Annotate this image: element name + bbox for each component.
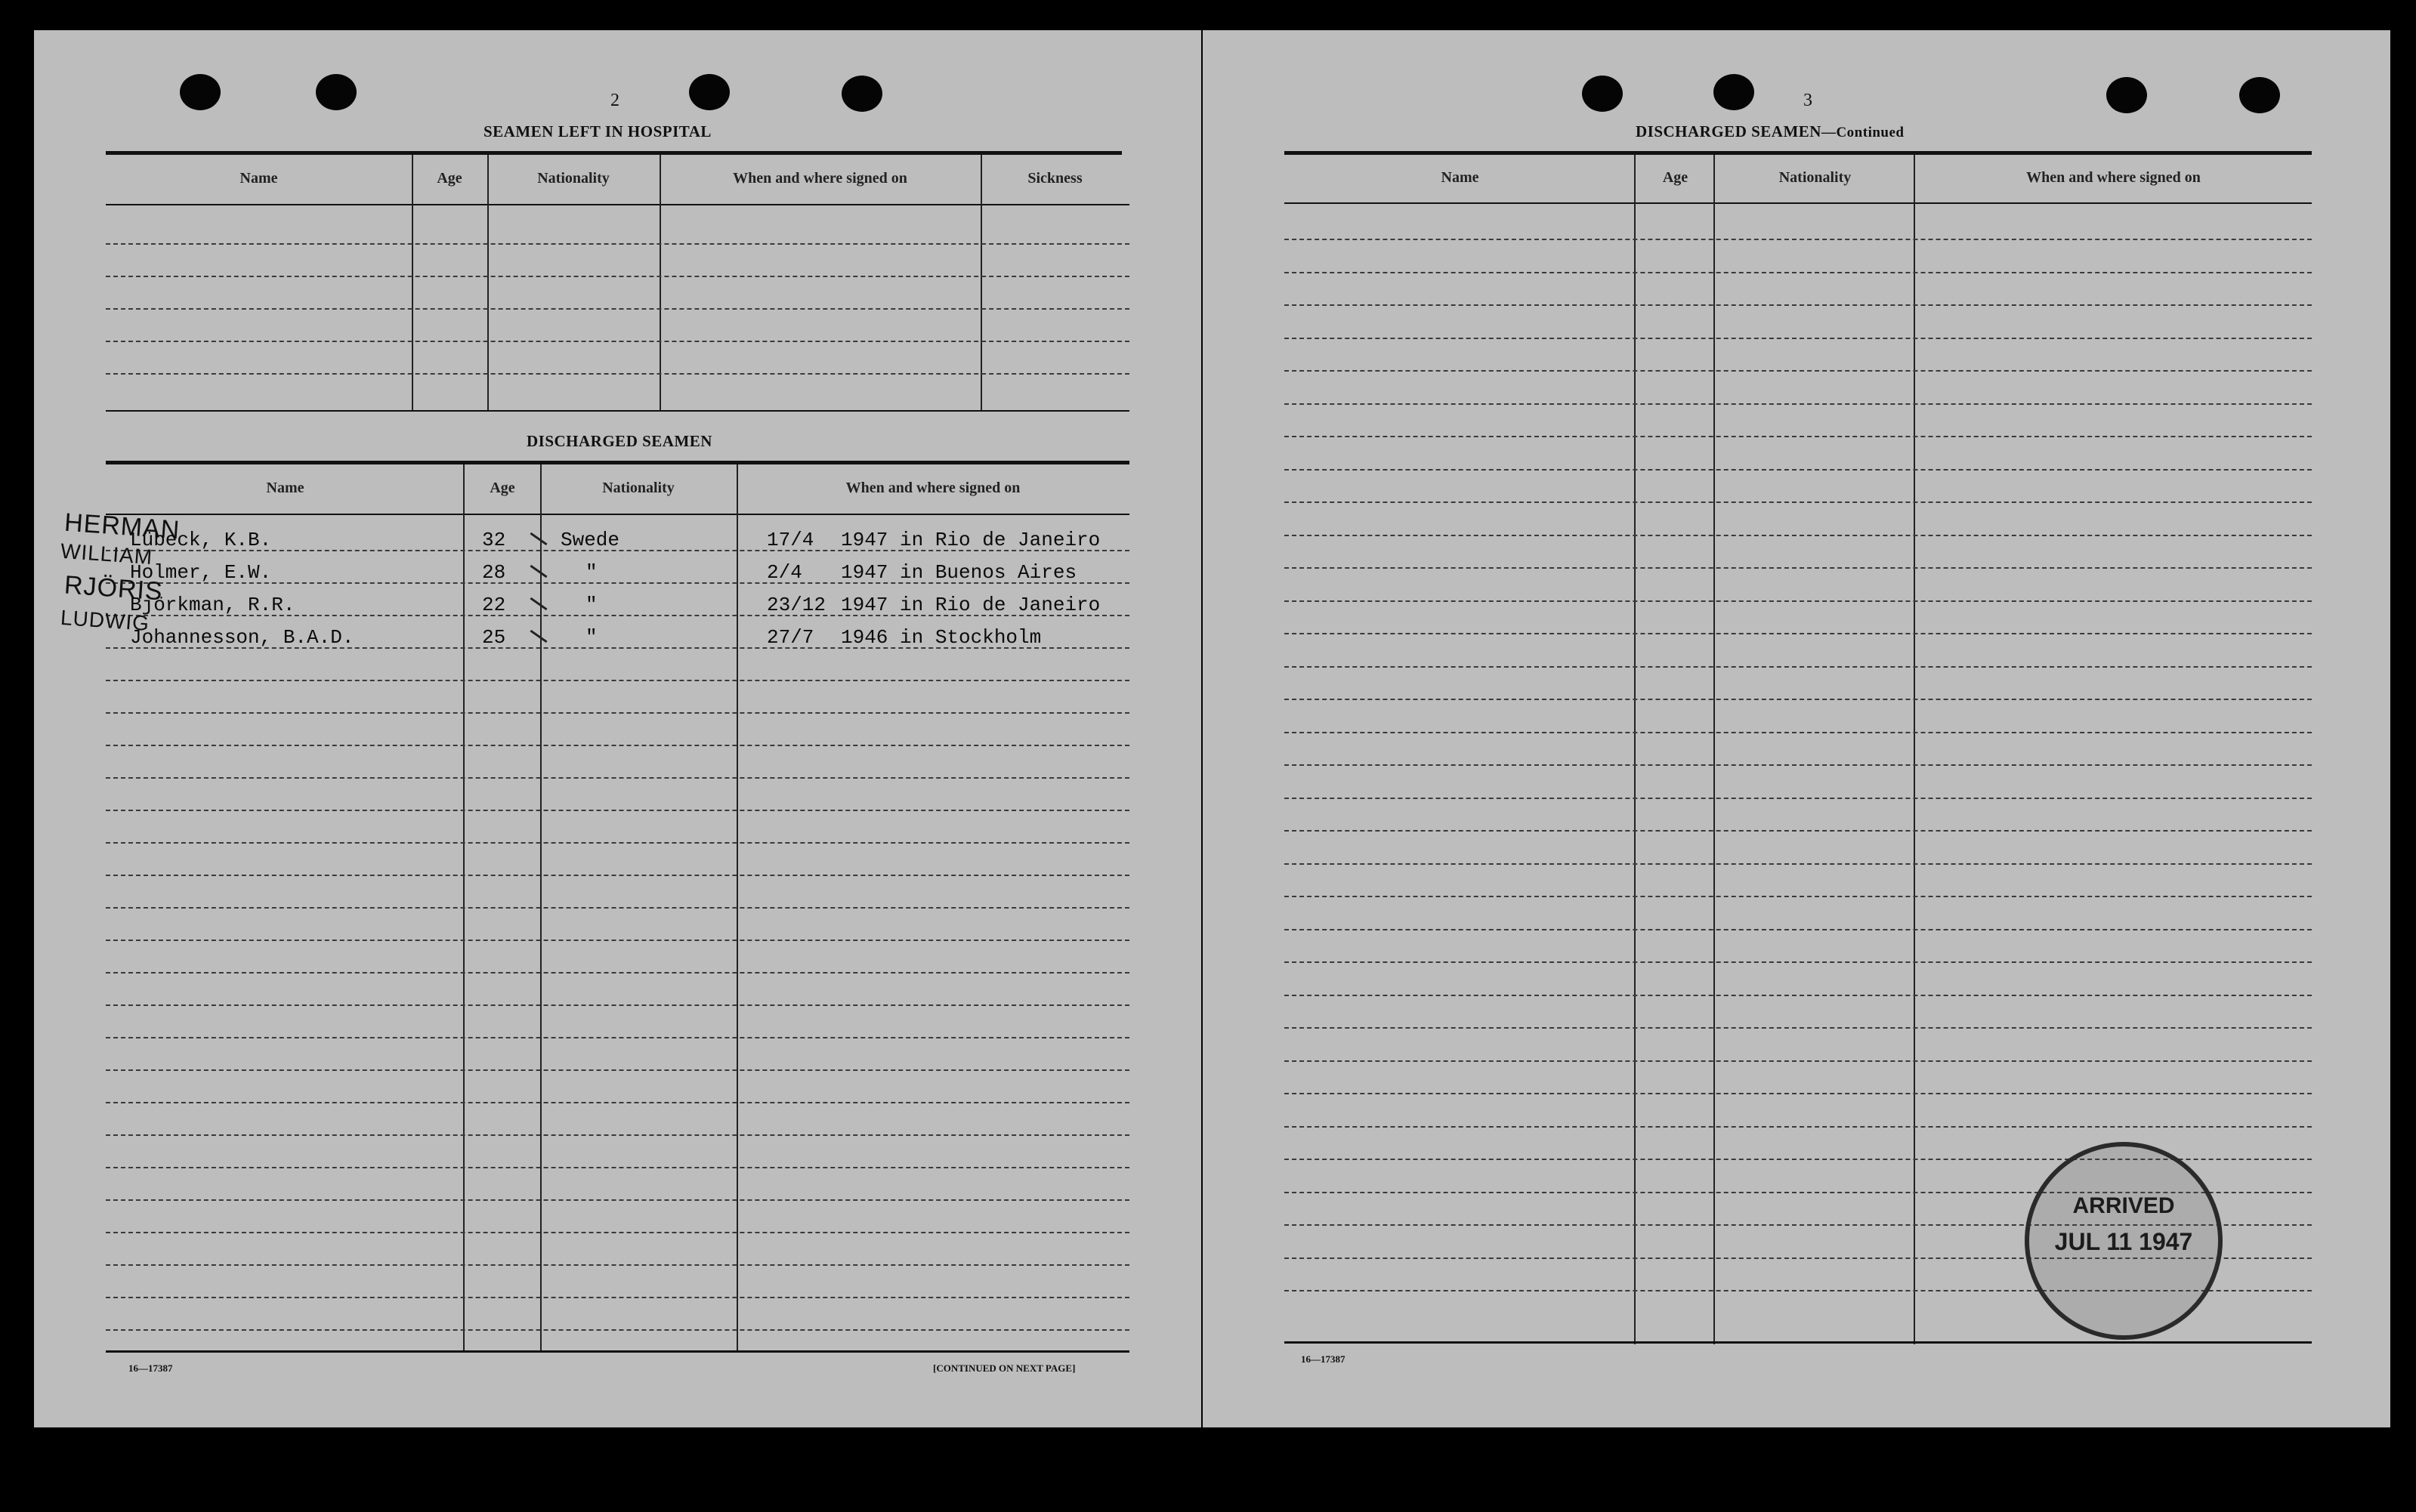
seaman-nationality: ": [585, 626, 598, 649]
form-line: [1284, 338, 2312, 339]
seaman-name: Holmer, E.W.: [130, 561, 272, 584]
form-line: [106, 810, 1129, 811]
form-line: [1284, 764, 2312, 766]
form-line: [1284, 798, 2312, 799]
form-line: [1284, 1126, 2312, 1128]
form-line: [1284, 403, 2312, 405]
form-line: [106, 842, 1129, 844]
form-line: [1284, 600, 2312, 602]
discharged-top-rule: [106, 461, 1129, 464]
signed-on-date: 27/7: [767, 626, 814, 649]
page-number-left: 2: [610, 91, 619, 110]
handwritten-name: WILLIAM: [60, 538, 154, 569]
continued-header-signed-on: When and where signed on: [2026, 169, 2201, 186]
continued-header-nationality: Nationality: [1778, 169, 1852, 186]
form-line: [1284, 469, 2312, 471]
hospital-section-title: SEAMEN LEFT IN HOSPITAL: [484, 122, 712, 140]
form-line: [106, 1102, 1129, 1103]
form-line: [1284, 896, 2312, 897]
page-number-right: 3: [1803, 91, 1812, 110]
form-line: [106, 680, 1129, 681]
form-line: [1284, 370, 2312, 372]
form-line: [106, 243, 1129, 245]
hospital-header-name: Name: [239, 170, 278, 187]
form-line: [1284, 961, 2312, 963]
form-line: [106, 1037, 1129, 1038]
punch-hole: [316, 74, 357, 110]
form-line: [106, 308, 1129, 310]
form-line: [106, 1264, 1129, 1266]
hospital-header-sickness: Sickness: [1027, 170, 1083, 187]
form-line: [106, 712, 1129, 714]
punch-hole: [2239, 77, 2280, 113]
form-line: [106, 1069, 1129, 1071]
signed-on-date: 2/4: [767, 561, 802, 584]
form-line: [106, 940, 1129, 941]
form-line: [1284, 1027, 2312, 1029]
form-line: [106, 745, 1129, 746]
discharged-header-name: Name: [266, 480, 304, 496]
form-line: [1284, 830, 2312, 832]
form-line: [1284, 633, 2312, 634]
seaman-nationality: ": [585, 594, 598, 616]
discharged-header-nationality: Nationality: [602, 480, 675, 496]
form-line: [106, 1167, 1129, 1168]
form-line: [106, 341, 1129, 342]
seaman-age: 28: [482, 561, 506, 584]
punch-hole: [689, 74, 730, 110]
form-line: [106, 777, 1129, 779]
form-line: [1284, 501, 2312, 503]
signed-on-date: 17/4: [767, 529, 814, 551]
form-line: [1284, 1060, 2312, 1062]
form-line: [1284, 436, 2312, 437]
seaman-nationality: ": [585, 561, 598, 584]
form-line: [106, 1134, 1129, 1136]
signed-on-place: 1947 in Rio de Janeiro: [841, 594, 1101, 616]
form-line: [106, 875, 1129, 876]
form-line: [106, 373, 1129, 375]
form-line: [1284, 304, 2312, 306]
seaman-name: Johannesson, B.A.D.: [130, 626, 354, 649]
punch-hole: [1713, 74, 1754, 110]
discharged-header-age: Age: [490, 480, 515, 496]
stamp-line-1: ARRIVED: [2072, 1193, 2175, 1218]
form-line: [106, 1329, 1129, 1331]
punch-hole: [180, 74, 221, 110]
form-line: [1284, 929, 2312, 930]
handwritten-name: LUDWIG: [60, 605, 150, 636]
seaman-name: Björkman, R.R.: [130, 594, 295, 616]
punch-hole: [1582, 76, 1623, 112]
hospital-top-rule: [106, 151, 1122, 155]
discharged-section-title: DISCHARGED SEAMEN: [527, 432, 712, 450]
continued-note: [CONTINUED ON NEXT PAGE]: [933, 1362, 1076, 1374]
left-page: [34, 30, 1201, 1427]
seaman-age: 32: [482, 529, 506, 551]
seaman-age: 22: [482, 594, 506, 616]
signed-on-place: 1946 in Stockholm: [841, 626, 1042, 649]
form-line: [106, 1297, 1129, 1298]
form-line: [1284, 699, 2312, 700]
form-line: [106, 1199, 1129, 1201]
form-line: [1284, 272, 2312, 273]
signed-on-place: 1947 in Buenos Aires: [841, 561, 1077, 584]
hospital-header-signed-on: When and where signed on: [733, 170, 907, 187]
seaman-nationality: Swede: [561, 529, 620, 551]
form-line: [106, 972, 1129, 974]
stamp-date: JUL 11 1947: [2054, 1228, 2193, 1255]
discharged-continued-title: DISCHARGED SEAMEN—Continued: [1636, 122, 1905, 140]
hospital-header-age: Age: [437, 170, 462, 187]
handwritten-name: HERMAN: [63, 508, 181, 545]
form-line: [1284, 567, 2312, 569]
punch-hole: [842, 76, 882, 112]
form-line: [1284, 666, 2312, 668]
form-line: [1284, 1093, 2312, 1094]
continued-top-rule: [1284, 151, 2312, 155]
seaman-name: Lübeck, K.B.: [130, 529, 272, 551]
arrival-stamp: [2025, 1142, 2223, 1340]
signed-on-place: 1947 in Rio de Janeiro: [841, 529, 1101, 551]
discharged-header-signed-on: When and where signed on: [845, 480, 1021, 496]
form-line: [106, 907, 1129, 909]
continued-header-name: Name: [1441, 169, 1479, 186]
form-line: [1284, 239, 2312, 240]
form-line: [1284, 535, 2312, 536]
form-line: [1284, 863, 2312, 865]
form-line: [1284, 995, 2312, 996]
form-line: [106, 1232, 1129, 1233]
form-line: [106, 1004, 1129, 1006]
seaman-age: 25: [482, 626, 506, 649]
signed-on-date: 23/12: [767, 594, 826, 616]
form-line: [1284, 732, 2312, 733]
hospital-header-nationality: Nationality: [537, 170, 610, 187]
punch-hole: [2106, 77, 2147, 113]
continued-header-age: Age: [1662, 169, 1688, 186]
form-number-right: 16—17387: [1301, 1353, 1345, 1365]
form-number-left: 16—17387: [128, 1362, 173, 1374]
handwritten-name: RJÖRIS: [63, 570, 164, 606]
form-line: [106, 276, 1129, 277]
